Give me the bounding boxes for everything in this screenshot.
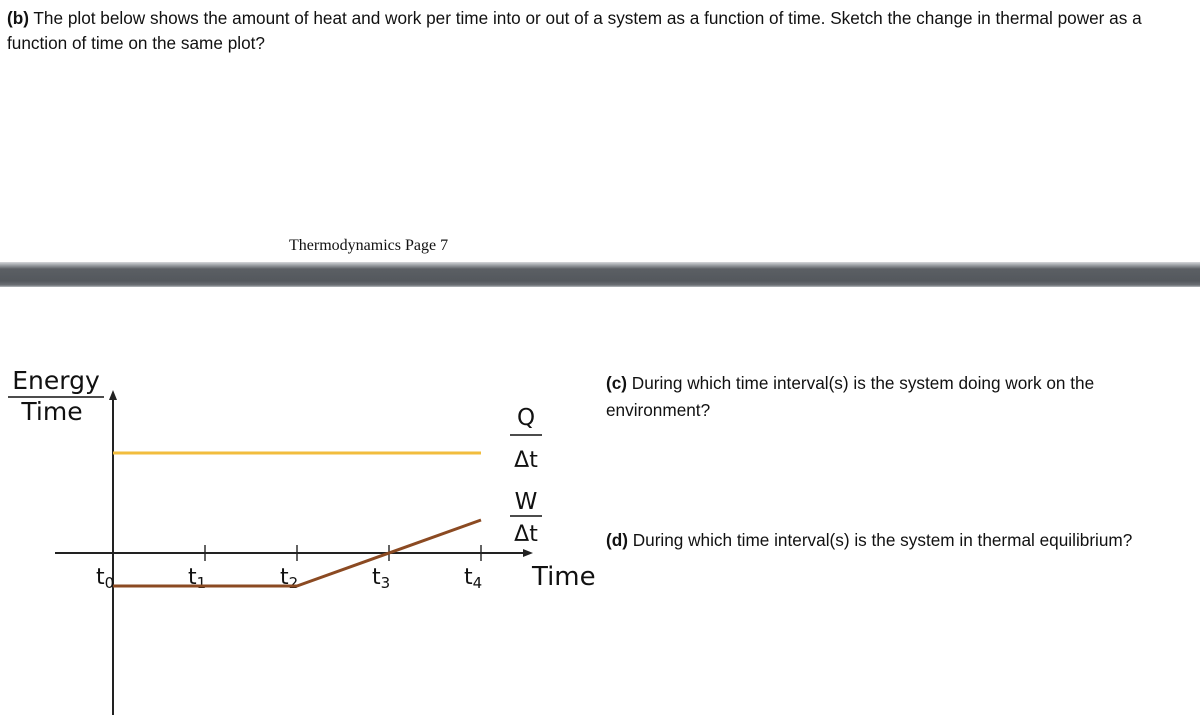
series-label-numerator-2: W <box>514 489 538 515</box>
series-label-denominator-2: Δt <box>514 522 538 547</box>
question-b <box>7 6 1192 56</box>
question-d-label: (d) <box>606 530 628 550</box>
tick-label-t2: t2 <box>280 565 299 592</box>
tick-label-t4: t4 <box>464 565 483 592</box>
y-axis-label-denominator: Time <box>21 397 83 426</box>
plot-area <box>8 366 596 715</box>
series-label-denominator-1: Δt <box>514 448 538 473</box>
tick-label-t0: t0 <box>96 565 115 592</box>
tick-label-t1: t1 <box>188 565 207 592</box>
question-c-label: (c) <box>606 373 628 393</box>
page-footer: Thermodynamics Page 7 <box>289 237 449 254</box>
tick-label-t3: t3 <box>372 565 391 592</box>
question-d-text: During which time interval(s) is the system in thermal equilibrium? <box>632 530 1133 550</box>
question-c <box>606 370 1191 424</box>
question-d <box>606 527 1191 554</box>
question-b-text: The plot below shows the amount of heat and work per time into or out of a system as a function of time. Sketch the change in thermal power as a function of time on the same plot? <box>7 8 1142 53</box>
question-c-text: During which time interval(s) is the system doing work on the environment? <box>606 373 1095 420</box>
energy-time-diagram <box>0 287 600 718</box>
page-divider <box>0 262 1200 287</box>
x-axis-label: Time <box>532 562 596 592</box>
question-b-label: (b) <box>7 8 29 28</box>
y-axis-label-numerator: Energy <box>12 366 100 395</box>
series-label-numerator-1: Q <box>516 405 536 431</box>
